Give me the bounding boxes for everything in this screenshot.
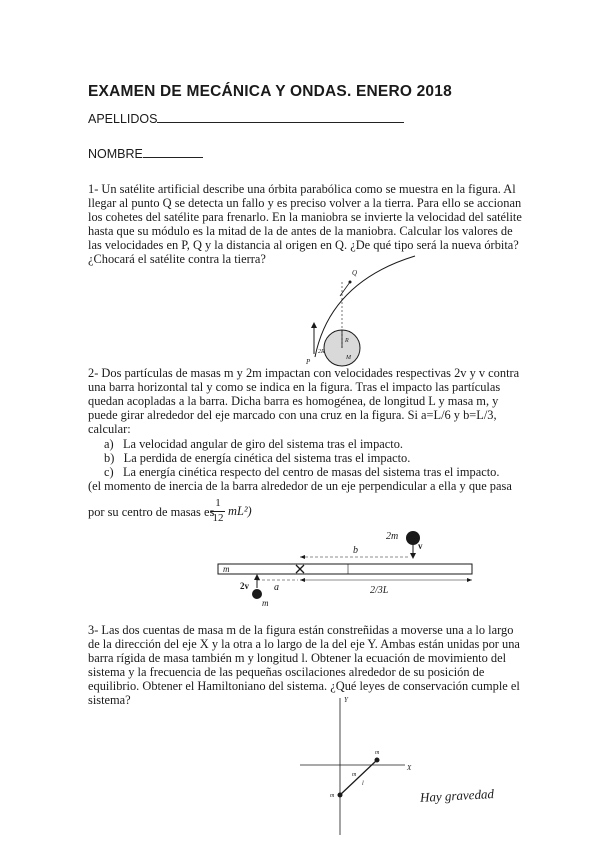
inertia-formula: mL²)	[228, 504, 252, 518]
problem-1-line: hasta que su módulo es la mitad de la de antes de la maniobra. Calcular los valores de	[88, 224, 513, 238]
label-q: Q	[352, 269, 358, 277]
problem-3-line: sistema y la frecuencia de las pequeñas oscilaciones alrededor de su posición de	[88, 665, 485, 679]
item-text: La velocidad angular de giro del sistema tras el impacto.	[122, 437, 404, 451]
point-q	[349, 281, 352, 284]
problem-2-line: 2- Dos partículas de masas m y 2m impactan con velocidades respectivas 2v y v contra	[88, 366, 520, 380]
label-b: b	[353, 545, 358, 556]
bar-figure	[210, 522, 480, 614]
apellidos-line	[157, 110, 404, 123]
mass-m-particle	[252, 589, 262, 599]
beads-figure	[280, 690, 420, 840]
problem-2-line: calcular:	[88, 422, 131, 436]
item-text: La energía cinética respecto del centro de masas del sistema tras el impacto.	[122, 465, 500, 479]
problem-2-line: puede girar alrededor del eje marcado con una cruz en la figura. Si a=L/6 y b=L/3,	[88, 408, 497, 422]
problem-2-item-a	[104, 437, 403, 452]
label-rod-l: l	[362, 781, 364, 787]
orbit-figure	[290, 252, 430, 370]
item-letter: b)	[104, 451, 115, 465]
problem-1-line: 1- Un satélite artificial describe una órbita parabólica como se muestra en la figura. Al	[88, 182, 516, 196]
label-axis-y: Y	[344, 696, 348, 704]
label-2v: 2v	[240, 581, 249, 591]
fraction-denominator: 12	[212, 512, 224, 524]
problem-3-line: 3- Las dos cuentas de masa m de la figura están constreñidas a moverse una a lo largo	[88, 623, 514, 637]
apellidos-label: APELLIDOS	[88, 112, 158, 126]
nombre-field	[88, 145, 203, 161]
problem-1-line: llegar al punto Q se detecta un fallo y es preciso volver a la tierra. Para ello se accionan	[88, 196, 522, 210]
label-bead-top: m	[375, 750, 380, 756]
velocity-v-arrowhead	[410, 553, 416, 559]
problem-1-line: las velocidades en P, Q y la distancia al origen en Q. ¿De qué tipo será la nueva órbita?	[88, 238, 519, 252]
problem-2-note-line1: (el momento de inercia de la barra alrededor de un eje perpendicular a ella y que pasa	[88, 479, 512, 493]
handwritten-note: Hay gravedad	[419, 786, 495, 805]
label-mass-m: m	[262, 598, 269, 608]
item-text: La perdida de energía cinética del sistema tras el impacto.	[123, 451, 411, 465]
label-r: R	[345, 338, 349, 344]
label-a: a	[274, 582, 279, 593]
problem-2-item-b	[104, 451, 410, 466]
problem-2-text	[88, 366, 518, 436]
nombre-label: NOMBRE	[88, 147, 143, 161]
label-2r: 2R	[318, 349, 325, 355]
nombre-line	[143, 145, 203, 158]
dimension-b-arrowhead	[300, 555, 305, 559]
label-bar-m: m	[223, 564, 230, 574]
exam-title: EXAMEN DE MECÁNICA Y ONDAS. ENERO 2018	[88, 83, 452, 100]
apellidos-field	[88, 110, 404, 126]
problem-2-line: quedan acopladas a la barra. Dicha barra es homogénea, de longitud L y masa m, y	[88, 394, 499, 408]
label-rod-m: m	[352, 772, 357, 778]
problem-1-line: los cohetes del satélite para frenarlo. En la maniobra se invierte la velocidad del satélite	[88, 210, 522, 224]
label-m: M	[346, 355, 351, 361]
label-v: v	[418, 541, 423, 551]
velocity-p-arrowhead	[311, 322, 317, 328]
problem-2-item-c	[104, 465, 499, 480]
bead-on-y-axis	[338, 793, 343, 798]
item-letter: a)	[104, 437, 114, 451]
problem-3-line: de la dirección del eje X y la otra a lo largo de la del eje Y. Ambas están unidas por una	[88, 637, 520, 651]
problem-2-line: una barra horizontal tal y como se indica en la figura. Tras el impacto las partículas	[88, 380, 501, 394]
problem-1-line: ¿Chocará el satélite contra la tierra?	[88, 252, 266, 266]
label-2m: 2m	[386, 531, 399, 542]
problem-3-line: sistema?	[88, 693, 131, 707]
velocity-2v-arrowhead	[254, 574, 260, 580]
problem-3-line: equilibrio. Obtener el Hamiltoniano del sistema. ¿Qué leyes de conservación cumple el	[88, 679, 520, 693]
item-letter: c)	[104, 465, 114, 479]
horizontal-bar	[218, 564, 472, 574]
problem-2-note-line2	[88, 505, 214, 520]
bead-on-x-axis	[375, 758, 380, 763]
label-23l: 2/3L	[370, 585, 389, 596]
fraction-numerator: 1	[215, 497, 221, 509]
label-bead-left: m	[330, 793, 335, 799]
label-axis-x: X	[407, 764, 412, 772]
problem-3-line: barra rígida de masa también m y longitud l. Obtener la ecuación de movimiento del	[88, 651, 507, 665]
label-p: P	[306, 358, 311, 366]
note-text: por su centro de masas es	[88, 505, 215, 519]
